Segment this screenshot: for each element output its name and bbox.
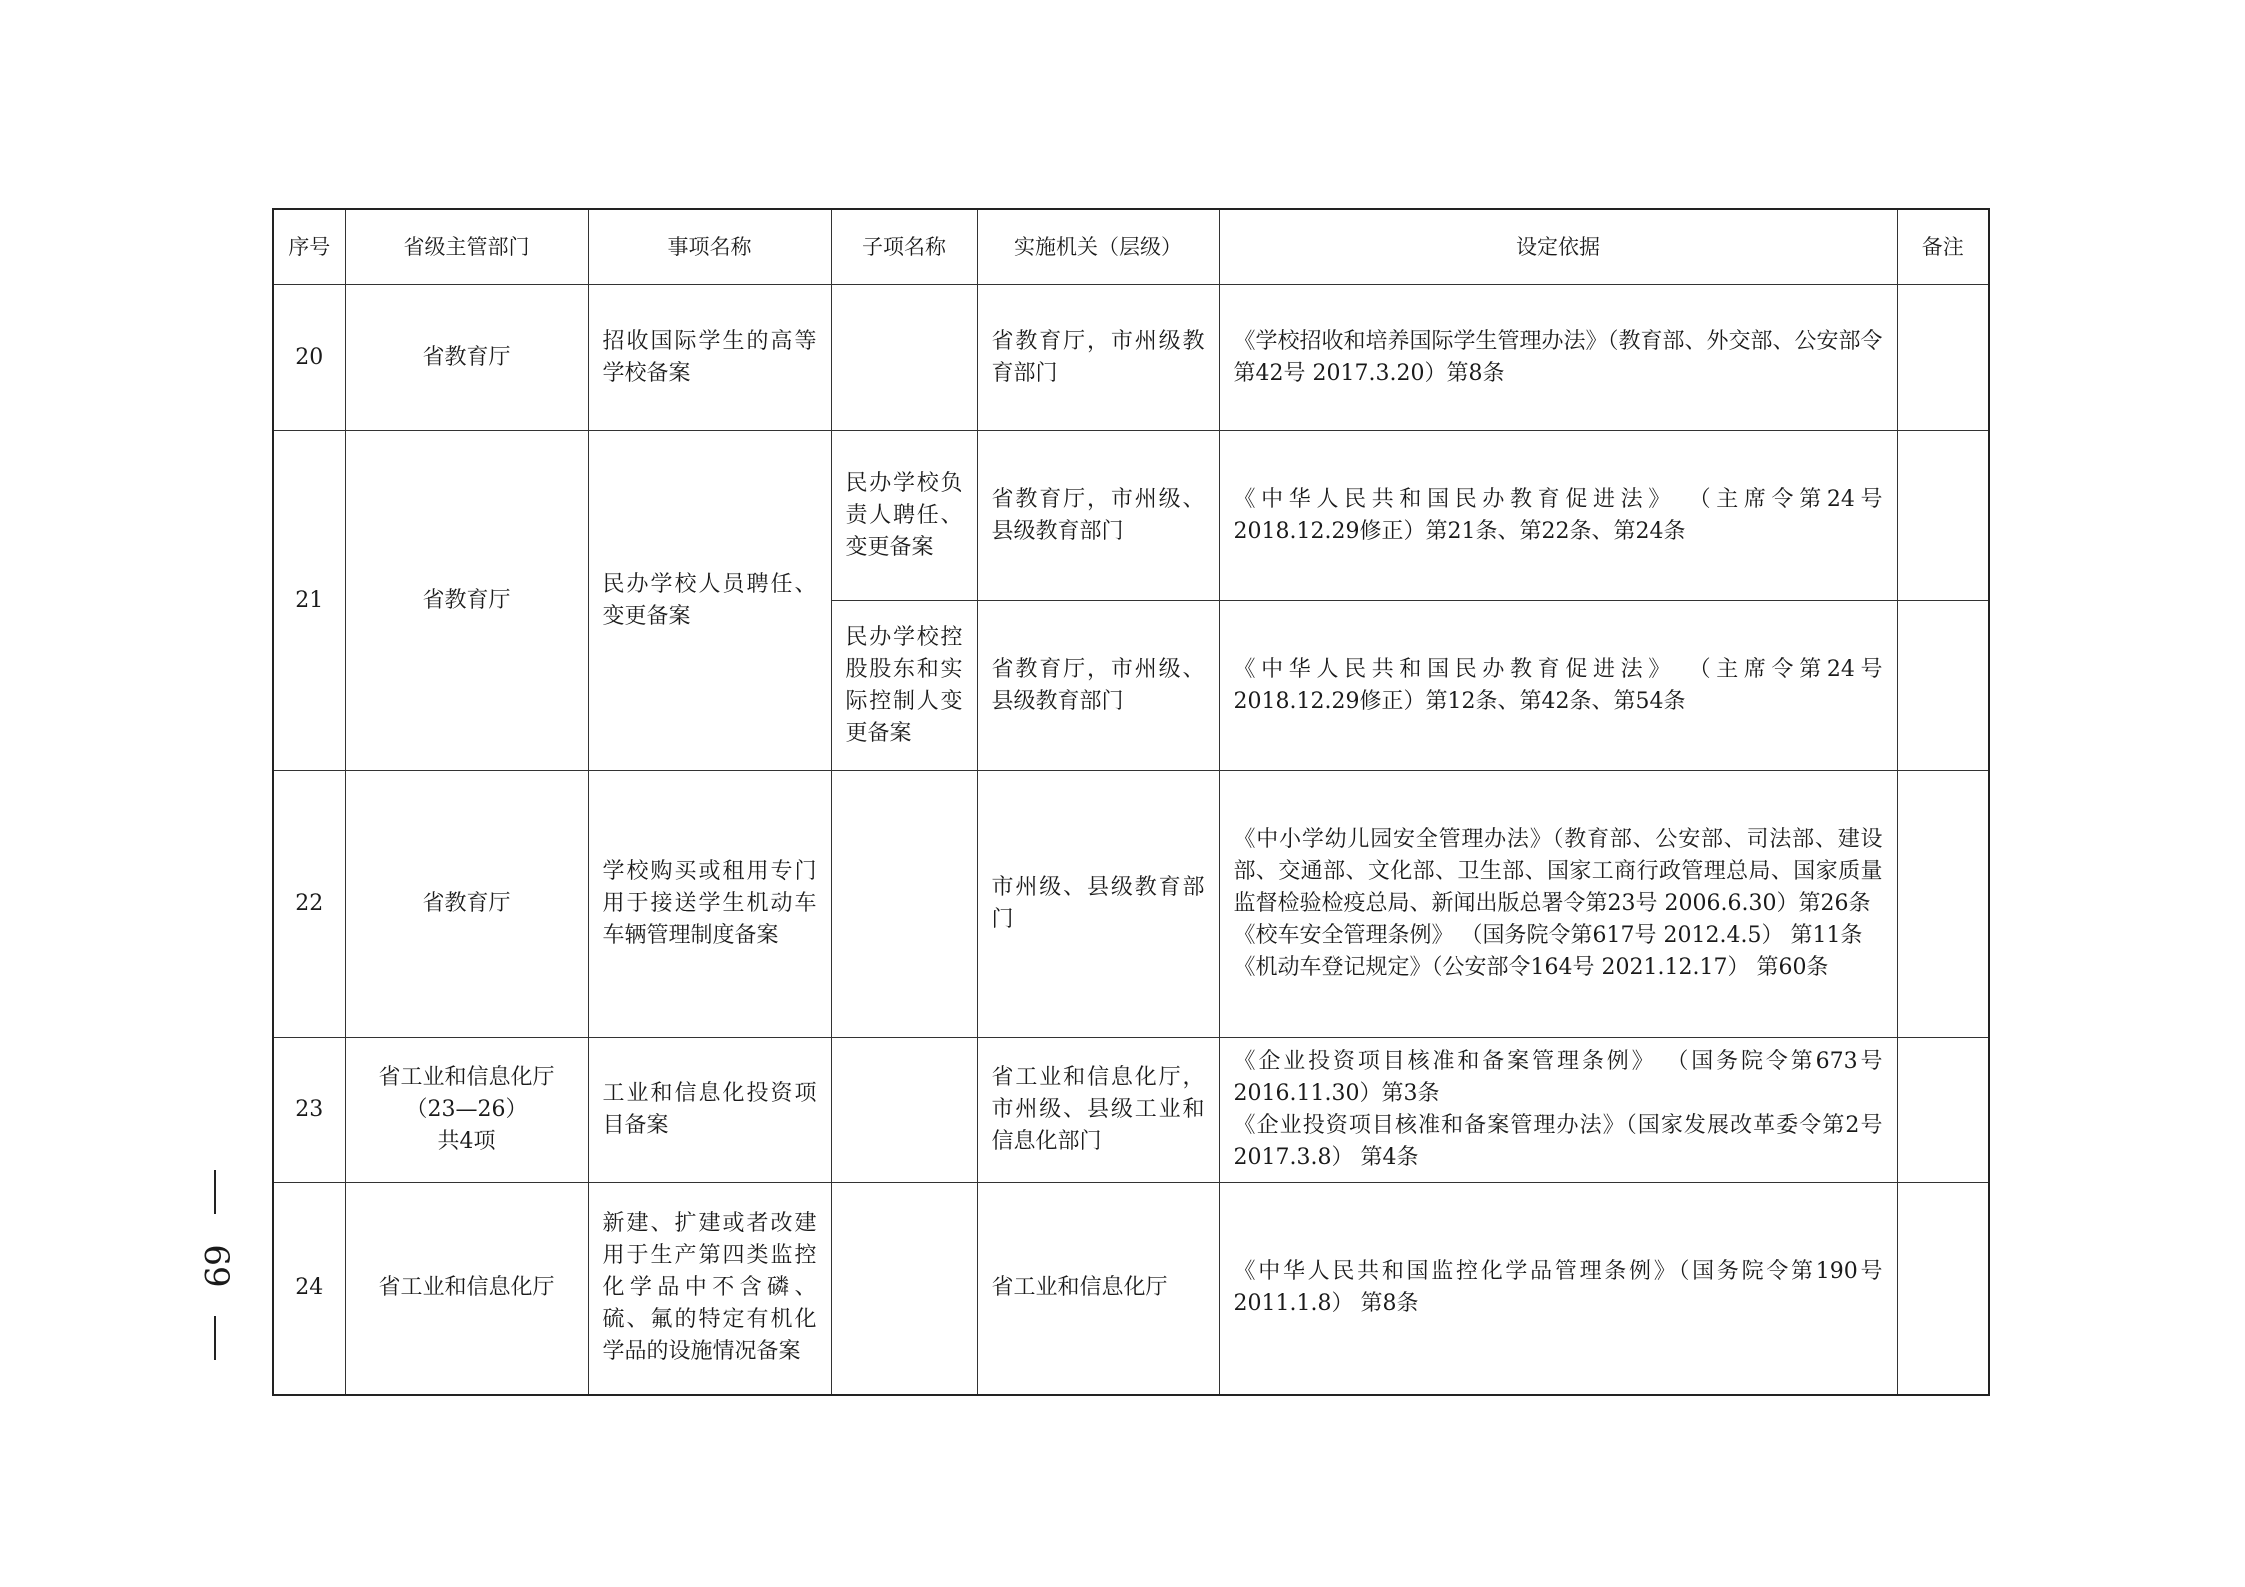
cell-serial-no: 24	[273, 1183, 345, 1395]
cell-legal-basis: 《学校招收和培养国际学生管理办法》（教育部、外交部、公安部令第42号 2017.3.20）第8条	[1219, 285, 1897, 431]
cell-legal-basis: 《中小学幼儿园安全管理办法》（教育部、公安部、司法部、建设部、交通部、文化部、卫生部、国家工商行政管理总局、国家质量监督检验检疫总局、新闻出版总署令第23号 2006.6.30）第26条 《校车安全管理条例》 （国务院令第617号 2012.4.5） 第11条 《机动车登记规定》（公安部令164号 2021.12.17） 第60条	[1219, 771, 1897, 1038]
cell-legal-basis: 《中华人民共和国民办教育促进法》 （主席令第24号 2018.12.29修正）第12条、第42条、第54条	[1219, 601, 1897, 771]
cell-sub-item-name	[831, 1183, 977, 1395]
cell-dept: 省工业和信息化厅 （23—26） 共4项	[345, 1038, 588, 1183]
cell-sub-item-name	[831, 1038, 977, 1183]
table-row	[273, 771, 1989, 1038]
cell-remarks	[1897, 285, 1989, 431]
header-serial-no: 序号	[273, 209, 345, 285]
cell-dept: 省教育厅	[345, 431, 588, 771]
cell-remarks	[1897, 601, 1989, 771]
cell-legal-basis: 《企业投资项目核准和备案管理条例》 （国务院令第673号 2016.11.30）第3条 《企业投资项目核准和备案管理办法》（国家发展改革委令第2号 2017.3.8） 第4条	[1219, 1038, 1897, 1183]
cell-dept: 省教育厅	[345, 285, 588, 431]
filing-items-table	[272, 208, 1990, 1396]
cell-item-name: 学校购买或租用专门用于接送学生机动车车辆管理制度备案	[588, 771, 831, 1038]
cell-implementing-org: 省工业和信息化厅，市州级、县级工业和信息化部门	[977, 1038, 1219, 1183]
header-implementing-org: 实施机关（层级）	[977, 209, 1219, 285]
header-remarks: 备注	[1897, 209, 1989, 285]
cell-legal-basis: 《中华人民共和国监控化学品管理条例》（国务院令第190号 2011.1.8） 第8条	[1219, 1183, 1897, 1395]
cell-item-name: 招收国际学生的高等学校备案	[588, 285, 831, 431]
table-row	[273, 1038, 1989, 1183]
table-row	[273, 431, 1989, 601]
page-number-text: 69	[196, 1244, 236, 1288]
cell-legal-basis: 《中华人民共和国民办教育促进法》 （主席令第24号 2018.12.29修正）第21条、第22条、第24条	[1219, 431, 1897, 601]
page-number	[180, 1170, 250, 1360]
header-dept: 省级主管部门	[345, 209, 588, 285]
header-legal-basis: 设定依据	[1219, 209, 1897, 285]
cell-implementing-org: 省教育厅，市州级教育部门	[977, 285, 1219, 431]
cell-serial-no: 23	[273, 1038, 345, 1183]
cell-dept: 省工业和信息化厅	[345, 1183, 588, 1395]
page-number-dash-bottom	[214, 1316, 216, 1360]
table-row	[273, 1183, 1989, 1395]
cell-item-name: 工业和信息化投资项目备案	[588, 1038, 831, 1183]
header-sub-item-name: 子项名称	[831, 209, 977, 285]
cell-serial-no: 21	[273, 431, 345, 771]
cell-sub-item-name	[831, 285, 977, 431]
cell-remarks	[1897, 771, 1989, 1038]
cell-implementing-org: 市州级、县级教育部门	[977, 771, 1219, 1038]
cell-implementing-org: 省教育厅，市州级、县级教育部门	[977, 431, 1219, 601]
table-header-row	[273, 209, 1989, 285]
cell-serial-no: 22	[273, 771, 345, 1038]
cell-sub-item-name: 民办学校控股股东和实际控制人变更备案	[831, 601, 977, 771]
cell-item-name: 民办学校人员聘任、变更备案	[588, 431, 831, 771]
page-number-dash-top	[214, 1170, 216, 1214]
cell-sub-item-name: 民办学校负责人聘任、变更备案	[831, 431, 977, 601]
cell-sub-item-name	[831, 771, 977, 1038]
cell-remarks	[1897, 1183, 1989, 1395]
cell-serial-no: 20	[273, 285, 345, 431]
cell-implementing-org: 省工业和信息化厅	[977, 1183, 1219, 1395]
header-item-name: 事项名称	[588, 209, 831, 285]
cell-dept: 省教育厅	[345, 771, 588, 1038]
cell-remarks	[1897, 431, 1989, 601]
cell-item-name: 新建、扩建或者改建用于生产第四类监控化学品中不含磷、硫、氟的特定有机化学品的设施情况备案	[588, 1183, 831, 1395]
cell-implementing-org: 省教育厅，市州级、县级教育部门	[977, 601, 1219, 771]
cell-remarks	[1897, 1038, 1989, 1183]
table-row	[273, 285, 1989, 431]
